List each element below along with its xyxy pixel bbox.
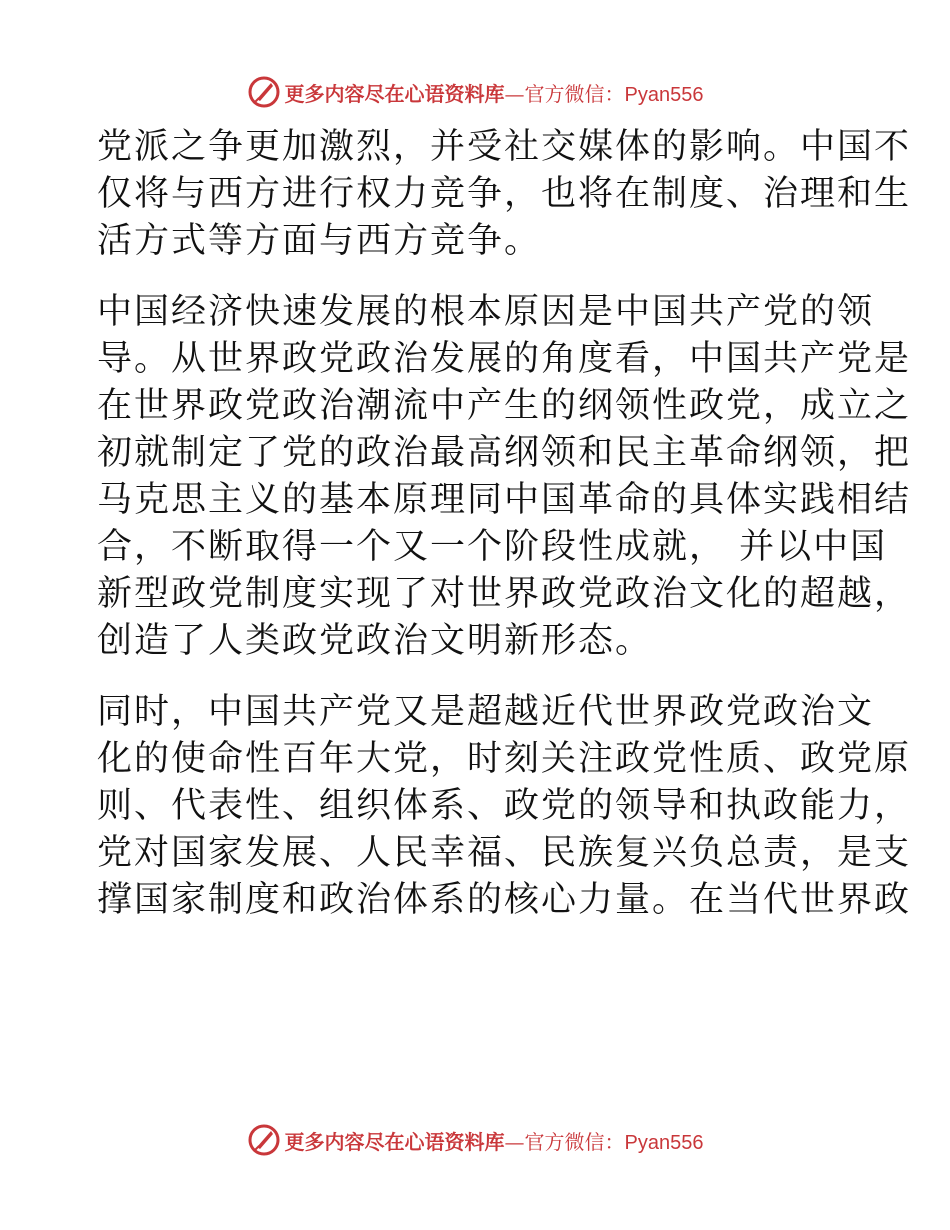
paragraph-1 (97, 124, 912, 265)
header-banner-text (285, 78, 704, 107)
text-line: 则、代表性、组织体系、政党的领导和执政能力， (97, 786, 912, 826)
text-line: 创造了人类政党政治文明新形态。 (97, 621, 653, 661)
text-line: 仅将与西方进行权力竞争，也将在制度、治理和生 (97, 174, 912, 214)
document-body (97, 124, 912, 948)
text-line: 合，不断取得一个又一个阶段性成就， 并以中国 (97, 527, 888, 567)
text-line: 同时，中国共产党又是超越近代世界政党政治文 (97, 692, 875, 732)
text-line: 党派之争更加激烈，并受社交媒体的影响。中国不 (97, 127, 912, 167)
footer-wechat-id: Pyan556 (624, 1131, 704, 1154)
header-brand-text: 更多内容尽在心语资料库 (284, 81, 505, 106)
text-line: 在世界政党政治潮流中产生的纲领性政党，成立之 (97, 386, 912, 426)
text-line: 导。从世界政党政治发展的角度看，中国共产党是 (97, 339, 912, 379)
footer-wechat-label: 官方微信： (524, 1129, 625, 1154)
paragraph-2 (97, 289, 912, 665)
text-line: 初就制定了党的政治最高纲领和民主革命纲领，把 (97, 433, 912, 473)
text-line: 中国经济快速发展的根本原因是中国共产党的领 (97, 292, 875, 332)
paragraph-3 (97, 689, 912, 924)
footer-separator: — (504, 1129, 525, 1154)
header-wechat-label: 官方微信： (524, 81, 625, 106)
text-line: 撑国家制度和政治体系的核心力量。在当代世界政 (97, 880, 912, 920)
text-line: 马克思主义的基本原理同中国革命的具体实践相结 (97, 480, 912, 520)
text-line: 党对国家发展、人民幸福、民族复兴负总责，是支 (97, 833, 912, 873)
header-separator: — (504, 81, 525, 106)
header-wechat-id: Pyan556 (624, 83, 704, 106)
text-line: 新型政党制度实现了对世界政党政治文化的超越， (97, 574, 912, 614)
quill-logo-icon (247, 75, 281, 109)
footer-banner-text (285, 1126, 704, 1155)
header-banner (0, 72, 950, 112)
footer-brand-text: 更多内容尽在心语资料库 (284, 1129, 505, 1154)
footer-banner (0, 1120, 950, 1160)
quill-logo-icon (247, 1123, 281, 1157)
text-line: 活方式等方面与西方竞争。 (97, 221, 542, 261)
text-line: 化的使命性百年大党，时刻关注政党性质、政党原 (97, 739, 912, 779)
